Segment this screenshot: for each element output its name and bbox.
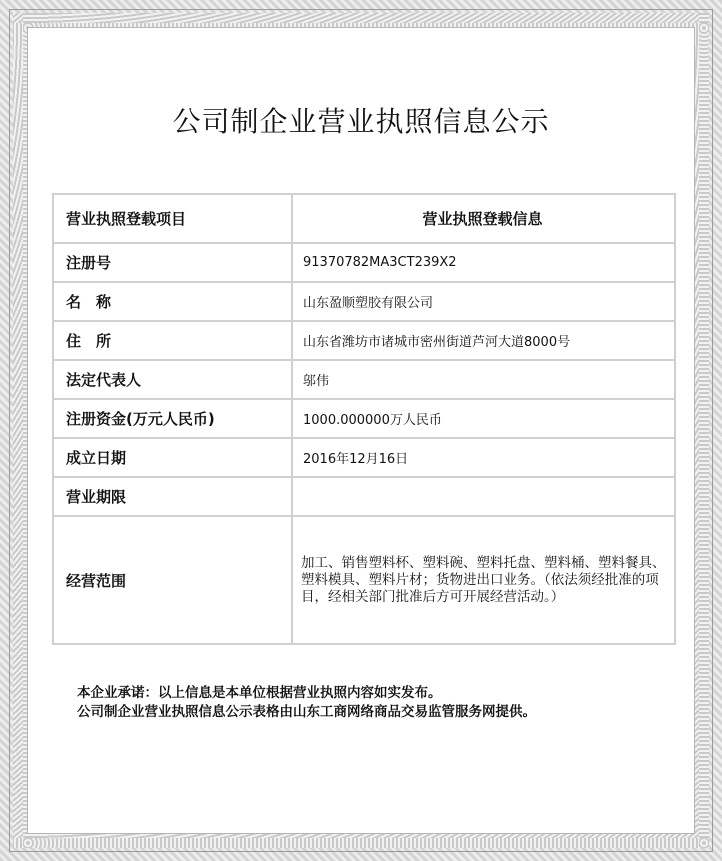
row-label-registered-capital: 注册资金(万元人民币) [53,399,292,438]
footer-notes [77,684,536,722]
row-label-legal-representative: 法定代表人 [53,360,292,399]
row-value-address: 山东省潍坊市诸城市密州街道芦河大道8000号 [292,321,675,360]
table-header-row [53,194,675,243]
row-label-business-term: 营业期限 [53,477,292,516]
header-item-label: 营业执照登载项目 [53,194,292,243]
table-row [53,243,675,282]
row-value-legal-representative: 邬伟 [292,360,675,399]
table-row [53,282,675,321]
row-label-establishment-date: 成立日期 [53,438,292,477]
row-value-establishment-date: 2016年12月16日 [292,438,675,477]
license-info-table [52,193,676,645]
table-row [53,516,675,644]
table-row [53,438,675,477]
header-info-label: 营业执照登载信息 [292,194,675,243]
row-label-business-scope: 经营范围 [53,516,292,644]
table-row [53,321,675,360]
table-row [53,399,675,438]
row-label-registration-number: 注册号 [53,243,292,282]
row-label-address: 住 所 [53,321,292,360]
row-label-name: 名 称 [53,282,292,321]
row-value-registered-capital: 1000.000000万人民币 [292,399,675,438]
table-row [53,477,675,516]
footer-provider: 公司制企业营业执照信息公示表格由山东工商网络商品交易监管服务网提供。 [77,704,536,720]
row-value-registration-number: 91370782MA3CT239X2 [292,243,675,282]
row-value-name: 山东盈顺塑胶有限公司 [292,282,675,321]
page-title: 公司制企业营业执照信息公示 [172,105,550,138]
table-row [53,360,675,399]
row-value-business-term [292,477,675,516]
footer-commitment: 本企业承诺：以上信息是本单位根据营业执照内容如实发布。 [77,685,442,701]
row-value-business-scope: 加工、销售塑料杯、塑料碗、塑料托盘、塑料桶、塑料餐具、塑料模具、塑料片材；货物进出口业务。（依法须经批准的项目，经相关部门批准后方可开展经营活动。） [292,516,675,644]
